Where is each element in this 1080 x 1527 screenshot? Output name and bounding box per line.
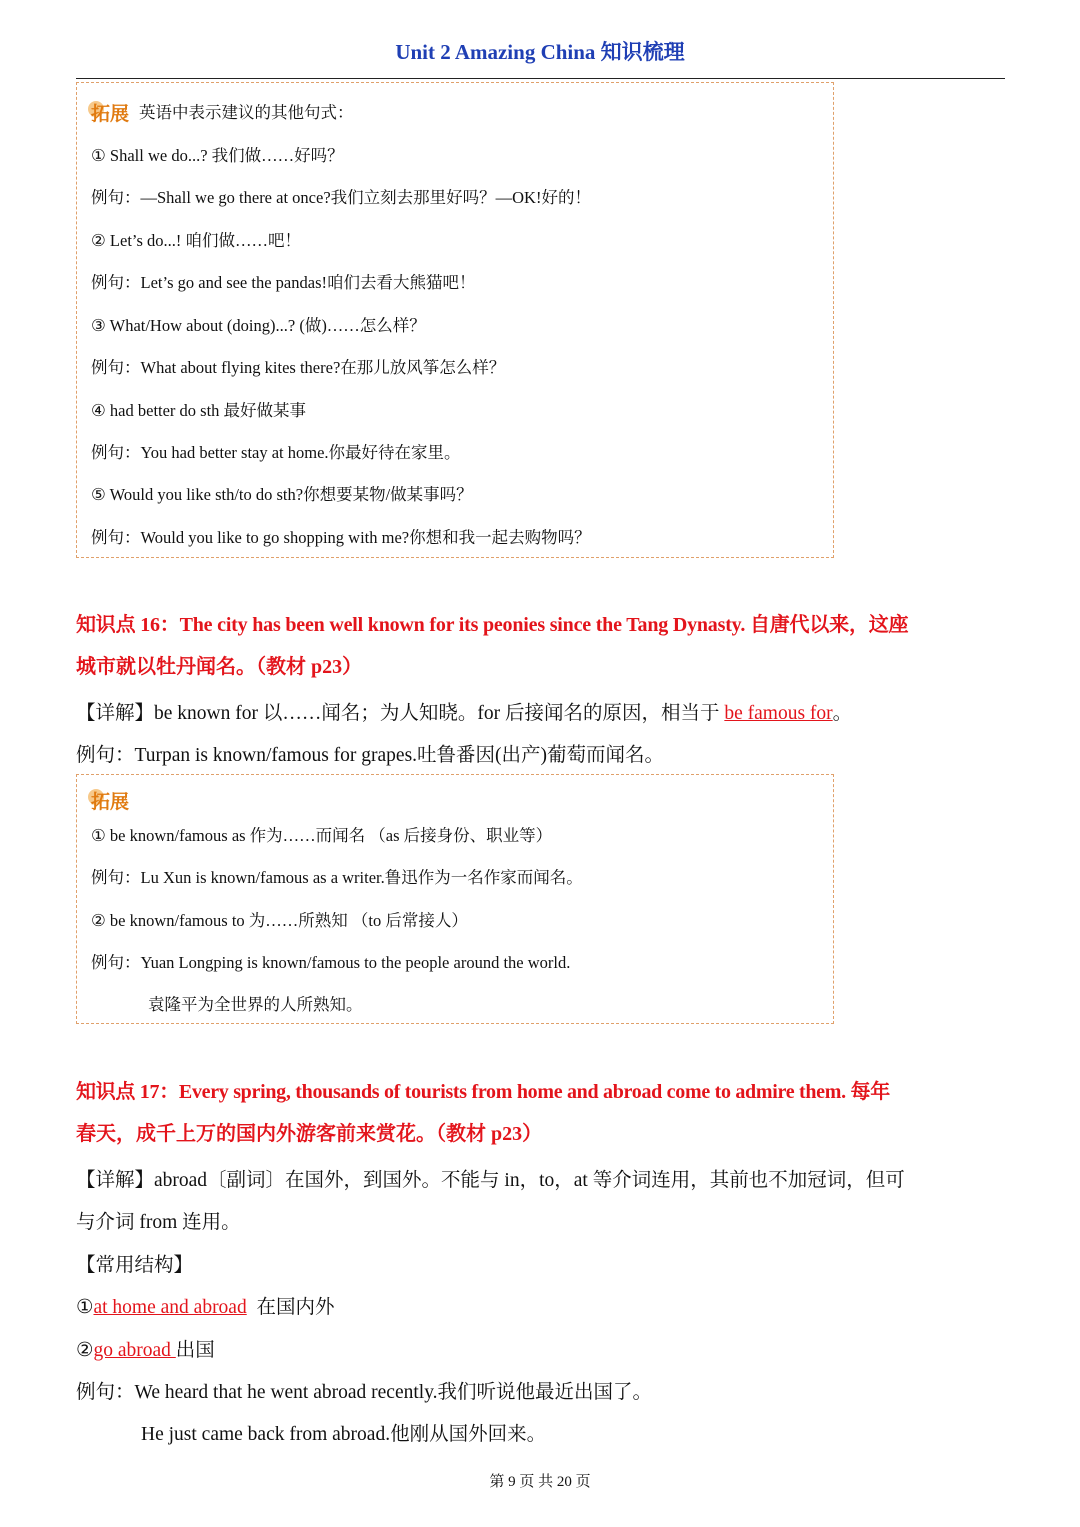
structure-item-2-number: ② [76, 1340, 94, 1361]
box2-line: 例句：Lu Xun is known/famous as a writer.鲁迅作为一名作家而闻名。 [91, 868, 583, 887]
box1-intro: 英语中表示建议的其他句式： [139, 103, 354, 122]
structures-heading: 【常用结构】 [76, 1255, 194, 1276]
extension-box-suggestions [76, 82, 834, 558]
page-header-title: Unit 2 Amazing China 知识梳理 [395, 40, 685, 64]
kp16-detail-suffix: 。 [832, 703, 853, 724]
structure-item-2-meaning: 出国 [175, 1340, 215, 1361]
box2-line: ② be known/famous to 为……所熟知 （to 后常接人） [91, 911, 468, 930]
box2-line: 例句：Yuan Longping is known/famous to the people around the world. [91, 953, 571, 972]
kp17-detail-line1: 【详解】abroad〔副词〕在国外，到国外。不能与 in，to，at 等介词连用，其前也不加冠词，但可 [76, 1170, 905, 1191]
kp16-detail-highlight: be famous for [724, 703, 833, 724]
kp17-line2: 春天，成千上万的国内外游客前来赏花。（教材 p23） [76, 1123, 543, 1145]
box1-line: 例句：Would you like to go shopping with me?你想和我一起去购物吗？ [91, 528, 591, 547]
kp16-detail [76, 697, 852, 725]
extension-box-known [76, 774, 834, 1024]
header-divider [76, 78, 1005, 79]
structure-item-1 [76, 1291, 334, 1319]
kp17-example-1: 例句：We heard that he went abroad recently.我们听说他最近出国了。 [76, 1382, 653, 1403]
box1-line: ④ had better do sth 最好做某事 [91, 401, 307, 420]
box1-line: 例句：What about flying kites there?在那儿放风筝怎么样？ [91, 358, 506, 377]
structure-item-2 [76, 1334, 215, 1362]
structure-item-1-phrase: at home and abroad [93, 1297, 247, 1318]
badge-label: 拓展 [91, 791, 130, 813]
box1-line: 例句：You had better stay at home.你最好待在家里。 [91, 443, 461, 462]
badge-label: 拓展 [91, 103, 130, 125]
box1-line: ① Shall we do...? 我们做……好吗？ [91, 146, 344, 165]
structure-item-2-phrase: go abroad [93, 1340, 176, 1361]
box1-line: ⑤ Would you like sth/to do sth?你想要某物/做某事吗？ [91, 485, 473, 504]
knowledge-point-16-heading [76, 604, 1006, 688]
knowledge-point-17-heading [76, 1071, 1006, 1155]
kp17-line1: 知识点 17：Every spring, thousands of tourists from home and abroad come to admire them. 每年 [76, 1081, 890, 1103]
box2-line: ① be known/famous as 作为……而闻名 （as 后接身份、职业等） [91, 826, 553, 845]
kp16-line1: 知识点 16：The city has been well known for its peonies since the Tang Dynasty. 自唐代以来，这座 [76, 614, 909, 636]
kp17-detail-line2: 与介词 from 连用。 [76, 1212, 241, 1233]
extension-badge [91, 787, 129, 814]
page-number: 第 9 页 共 20 页 [489, 1474, 591, 1490]
kp16-example: 例句：Turpan is known/famous for grapes.吐鲁番因(出产)葡萄而闻名。 [76, 745, 665, 766]
box1-line: 例句：Let’s go and see the pandas!咱们去看大熊猫吧！ [91, 273, 476, 292]
kp17-example-2: He just came back from abroad.他刚从国外回来。 [141, 1424, 547, 1445]
kp16-detail-prefix: 【详解】be known for 以……闻名；为人知晓。for 后接闻名的原因，相当于 [76, 703, 725, 724]
extension-badge [91, 99, 129, 126]
box1-line: ② Let’s do...! 咱们做……吧！ [91, 231, 302, 250]
structure-item-1-number: ① [76, 1297, 94, 1318]
structure-item-1-meaning: 在国内外 [246, 1297, 335, 1318]
box1-line: 例句：—Shall we go there at once?我们立刻去那里好吗？—OK!好的！ [91, 188, 591, 207]
box2-line: 袁隆平为全世界的人所熟知。 [148, 995, 363, 1014]
kp16-line2: 城市就以牡丹闻名。（教材 p23） [76, 656, 363, 678]
box1-line: ③ What/How about (doing)...? (做)……怎么样？ [91, 316, 426, 335]
